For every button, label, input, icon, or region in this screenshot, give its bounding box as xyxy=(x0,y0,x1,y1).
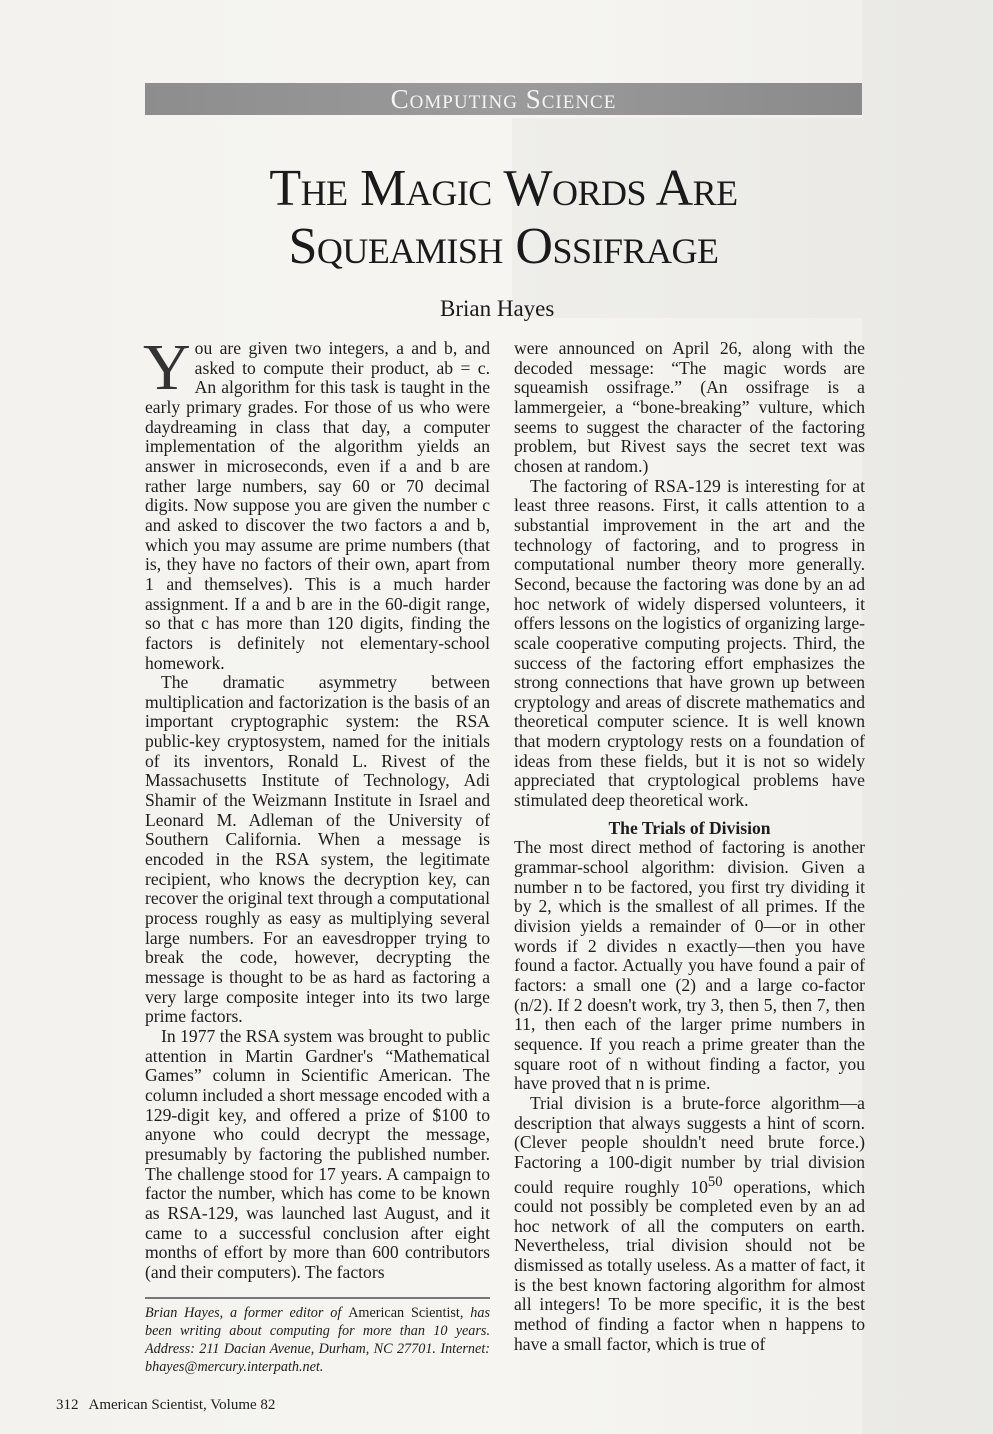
author-bio xyxy=(145,1304,490,1376)
page-footer xyxy=(56,1396,993,1434)
author-byline: Brian Hayes xyxy=(440,296,555,321)
paragraph: The most direct method of factoring is another grammar-school algorithm: division. Given a number n to be factored, you first try dividing it by 2, which is the smallest of all primes. If the division yields a remainder of 0—or in other words if 2 divides n exactly—then you have found a factor. Actually you have found a pair of factors: a small one (2) and a large co-factor (n/2). If 2 doesn't work, try 3, then 5, then 7, then 11, then each of the larger prime numbers in sequence. If you reach a prime greater than the square root of n without finding a factor, you have proved that n is prime. xyxy=(514,837,865,1094)
article-body xyxy=(143,331,865,1376)
right-column xyxy=(514,339,865,1354)
exponent: 50 xyxy=(707,1173,723,1190)
left-column xyxy=(143,331,490,1376)
drop-cap: Y xyxy=(143,331,191,404)
bio-magazine-name: American Scientist xyxy=(348,1304,460,1321)
paragraph: The factoring of RSA-129 is interesting for at least three reasons. First, it calls attention to a substantial improvement in the art and the technology of factoring, and to progress in computational number theory more generally. Second, because the factoring was done by an ad hoc network of widely dispersed volunteers, it offers lessons on the logistics of organizing large-scale cooperative computing projects. Third, the success of the factoring effort emphasizes the strong connections that have grown up between cryptology and areas of discrete mathematics and theoretical computer science. It is well known that modern cryptology rests on a foundation of ideas from these fields, but it is not so widely appreciated that cryptological problems have stimulated deep theoretical work. xyxy=(514,475,865,811)
footnote-divider xyxy=(145,1297,490,1299)
section-banner: Computing Science xyxy=(145,83,862,115)
bio-text: , has been writing about computing for more than 10 years. Address: 211 Dacian Avenue, Durham, NC 27701. Internet: bhayes@mercury.interpath.net. xyxy=(145,1304,490,1375)
paragraph-intro xyxy=(143,331,490,673)
paragraph-text: ou are given two integers, a and b, and asked to compute their product, ab = c. An algorithm for this task is taught in the early primary grades. For those of us who were daydreaming in class that day, a computer implementation of the algorithm yields an answer in microseconds, even if a and b are rather large numbers, say 60 or 70 decimal digits. Now suppose you are given the number c and asked to discover the two factors a and b, which you may assume are prime numbers (that is, they have no factors of their own, apart from 1 and themselves). This is a much harder assignment. If a and b are in the 60-digit range, so that c has more than 120 digits, finding the factors is definitely not elementary-school homework. xyxy=(145,338,490,673)
paragraph: were announced on April 26, along with the decoded message: “The magic words are squeamish ossifrage.” (An ossifrage is a lammergeier, a “bone-breaking” vulture, which seems to suggest the character of the factoring problem, but Rivest says the secret text was chosen at random.) xyxy=(514,338,865,476)
section-heading: The Trials of Division xyxy=(608,817,771,838)
page-edge-shadow xyxy=(862,0,993,1434)
title-line-1: The Magic Words Are xyxy=(269,160,738,217)
paragraph: The dramatic asymmetry between multiplication and factorization is the basis of an important cryptographic system: the RSA public-key cryptosystem, named for the initials of its inventors, Ronald L. Rivest of the Massachusetts Institute of Technology, Adi Shamir of the Weizmann Institute in Israel and Leonard M. Adleman of the University of Southern California. When a message is encoded in the RSA system, the legitimate recipient, who knows the decryption key, can recover the original text through a computational process roughly as easy as multiplying several large numbers. For an eavesdropper trying to break the code, however, decrypting the message is thought to be as hard as factoring a very large composite integer into its two large prime factors. xyxy=(145,672,490,1027)
title-line-2: Squeamish Ossifrage xyxy=(288,218,719,275)
publication-info: American Scientist, Volume 82 xyxy=(88,1396,276,1413)
paragraph-text: operations, which could not possibly be completed even by an ad hoc network of all the computers on earth. Nevertheless, trial division should not be dismissed as totally useless. As a matter of fact, it is the best known factoring algorithm for almost all integers! To be more specific, it is the best method of finding a factor when n happens to have a small factor, which is true of xyxy=(514,1176,865,1354)
article-title xyxy=(145,160,862,276)
page-number: 312 xyxy=(56,1396,79,1413)
paragraph: In 1977 the RSA system was brought to public attention in Martin Gardner's “Mathematical Games” column in Scientific American. The column included a short message encoded with a 129-digit key, and offered a prize of $100 to anyone who could decrypt the message, presumably by factoring the published number. The challenge stood for 17 years. A campaign to factor the number, which has come to be known as RSA-129, was launched last August, and it came to a successful conclusion after eight months of effort by more than 600 contributors (and their computers). The factors xyxy=(145,1025,490,1282)
paragraph-text: Trial division is a brute-force algorithm—a description that always suggests a hint of scorn. (Clever people shouldn't need brute force.) Factoring a 100-digit number by trial division could require roughly 10 xyxy=(514,1092,865,1197)
bio-text: Brian Hayes, a former editor of xyxy=(145,1304,349,1321)
paragraph xyxy=(514,1094,865,1354)
